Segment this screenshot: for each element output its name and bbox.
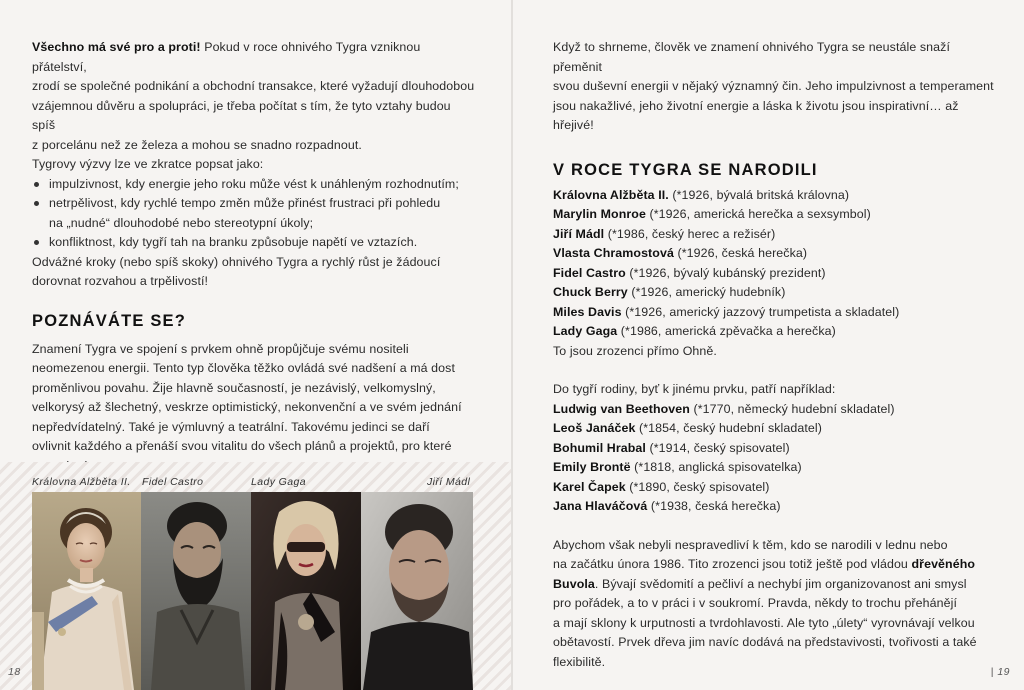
body-line: velkorysý až šlechetný, veskrze optimistický, nekonvenční a ve svém jednání bbox=[32, 400, 462, 414]
list-item: Královna Alžběta II. (*1926, bývalá britská královna) bbox=[553, 187, 850, 202]
intro-paragraph bbox=[32, 38, 477, 155]
body-line: a mají sklony k urputnosti a tvrdohlavosti. Ale tyto „úlety“ vyrovnávají velkou bbox=[553, 615, 975, 630]
list-item: impulzivnost, kdy energie jeho roku může vést k unáhleným rozhodnutím; bbox=[32, 175, 477, 195]
list-item: Marylin Monroe (*1926, americká herečka a sexsymbol) bbox=[553, 207, 871, 221]
challenges-intro: Tygrovy výzvy lze ve zkratce popsat jako: bbox=[32, 157, 264, 171]
list-item: Leoš Janáček (*1854, český hudební skladatel) bbox=[553, 421, 822, 435]
summary-paragraph bbox=[553, 38, 994, 136]
body-line: pro pořádek, a to v práci i v soukromí. Pravda, někdy to trochu přehánějí bbox=[553, 596, 958, 610]
page-number: 18 bbox=[8, 666, 21, 678]
list-item: Jiří Mádl (*1986, český herec a režisér) bbox=[553, 226, 776, 241]
body-line: Abychom však nebyli nespravedliví k těm, kdo se narodili v lednu nebo bbox=[553, 537, 948, 552]
right-page bbox=[513, 0, 1024, 690]
body-line: flexibilitě. bbox=[553, 654, 606, 669]
list-item: Miles Davis (*1926, americký jazzový trumpetista a skladatel) bbox=[553, 304, 900, 319]
section-heading: POZNÁVÁTE SE? bbox=[32, 311, 187, 330]
list-item: Chuck Berry (*1926, americký hudebník) bbox=[553, 285, 786, 299]
page-number: | 19 bbox=[990, 666, 1010, 678]
body-paragraph bbox=[32, 340, 477, 477]
list-item: netrpělivost, kdy rychlé tempo změn může přinést frustraci při pohledu na „nudné“ dlouhodobé nebo stereotypní úkoly; bbox=[32, 194, 477, 233]
list-item: Lady Gaga (*1986, americká zpěvačka a herečka) bbox=[553, 324, 836, 338]
body-line: nepředvídatelný. Také je výmluvný a teatrální. Takovému jedinci se daří bbox=[32, 419, 430, 434]
list-item: Fidel Castro (*1926, bývalý kubánský prezident) bbox=[553, 265, 826, 280]
closing-line: Odvážné kroky (nebo spíš skoky) ohnivého Tygra a rychlý růst je žádoucí bbox=[32, 254, 441, 269]
list-item: Bohumil Hrabal (*1914, český spisovatel) bbox=[553, 440, 790, 455]
intro-line: Pokud v roce ohnivého Tygra vzniknou přátelství, bbox=[32, 40, 421, 74]
left-page bbox=[0, 0, 511, 690]
body-line: Buvola. Bývají svědomití a pečliví a nechybí jim organizovanost ani smysl bbox=[553, 576, 967, 591]
intro-line: vzájemnou důvěru a spolupráci, je třeba počítat s tím, že tyto vztahy budou spíš bbox=[32, 98, 451, 132]
photo-strip bbox=[0, 462, 511, 690]
photo-caption: Královna Alžběta II. bbox=[32, 476, 131, 488]
body-line: svou duševní energii v nějaký významný čin. Jeho impulzivnost a temperament bbox=[553, 79, 994, 93]
list-item: Emily Brontë (*1818, anglická spisovatelka) bbox=[553, 460, 802, 474]
list-item: Karel Čapek (*1890, český spisovatel) bbox=[553, 479, 770, 494]
photo-caption: Fidel Castro bbox=[142, 476, 204, 488]
list-item: Jana Hlaváčová (*1938, česká herečka) bbox=[553, 499, 781, 513]
body-line: neomezenou energii. Tento typ člověka těžko ovládá své nadšení a má dost bbox=[32, 361, 456, 375]
closing-line: dorovnat rozvahou a trpělivostí! bbox=[32, 274, 209, 288]
body-line: proměnlivou povahu. Žije hlavně současností, je nezávislý, velkomyslný, bbox=[32, 380, 436, 395]
list-item: konfliktnost, kdy tygří tah na branku způsobuje napětí ve vztazích. bbox=[32, 233, 477, 253]
fire-note: To jsou zrozenci přímo Ohně. bbox=[553, 343, 717, 358]
intro-lead: Všechno má své pro a proti! bbox=[32, 40, 201, 54]
photo-captions bbox=[0, 476, 511, 492]
body-line: ovlivnit každého a přenáší svou vitalitu do všech plánů a projektů, pro které bbox=[32, 439, 452, 453]
list-item: Vlasta Chramostová (*1926, česká herečka) bbox=[553, 246, 808, 260]
body-line: Znamení Tygra ve spojení s prvkem ohně propůjčuje svému nositeli bbox=[32, 341, 409, 356]
body-line: na začátku února 1986. Tito zrozenci jsou totiž ještě pod vládou dřevěného bbox=[553, 557, 976, 571]
section-heading: V ROCE TYGRA SE NARODILI bbox=[553, 160, 818, 179]
photo-caption: Jiří Mádl bbox=[427, 476, 471, 488]
other-tiger-list bbox=[553, 380, 994, 517]
photo-jiri-madl bbox=[361, 492, 473, 690]
photo-queen bbox=[32, 492, 141, 690]
photo-lady-gaga bbox=[251, 492, 361, 690]
fire-tiger-list bbox=[553, 186, 994, 362]
closing-paragraph bbox=[553, 536, 994, 673]
intro-line: z porcelánu než ze železa a mohou se snadno rozpadnout. bbox=[32, 137, 362, 152]
photo-caption: Lady Gaga bbox=[251, 476, 306, 488]
body-line: obětavostí. Prvek dřeva jim navíc dodává na představivosti, tvořivosti a také bbox=[553, 635, 977, 649]
photo-fidel-castro bbox=[141, 492, 251, 690]
others-intro: Do tygří rodiny, byť k jinému prvku, patří například: bbox=[553, 382, 836, 396]
body-line: jsou nakažlivé, jeho životní energie a láska k životu jsou inspirativní… až hřejivé! bbox=[553, 98, 959, 132]
body-line: Když to shrneme, člověk ve znamení ohnivého Tygra se neustále snaží přeměnit bbox=[553, 40, 950, 74]
list-item: Ludwig van Beethoven (*1770, německý hudební skladatel) bbox=[553, 401, 895, 416]
challenges-list bbox=[32, 175, 477, 253]
intro-line: zrodí se společné podnikání a obchodní transakce, které vyžadují dlouhodobou bbox=[32, 79, 475, 93]
